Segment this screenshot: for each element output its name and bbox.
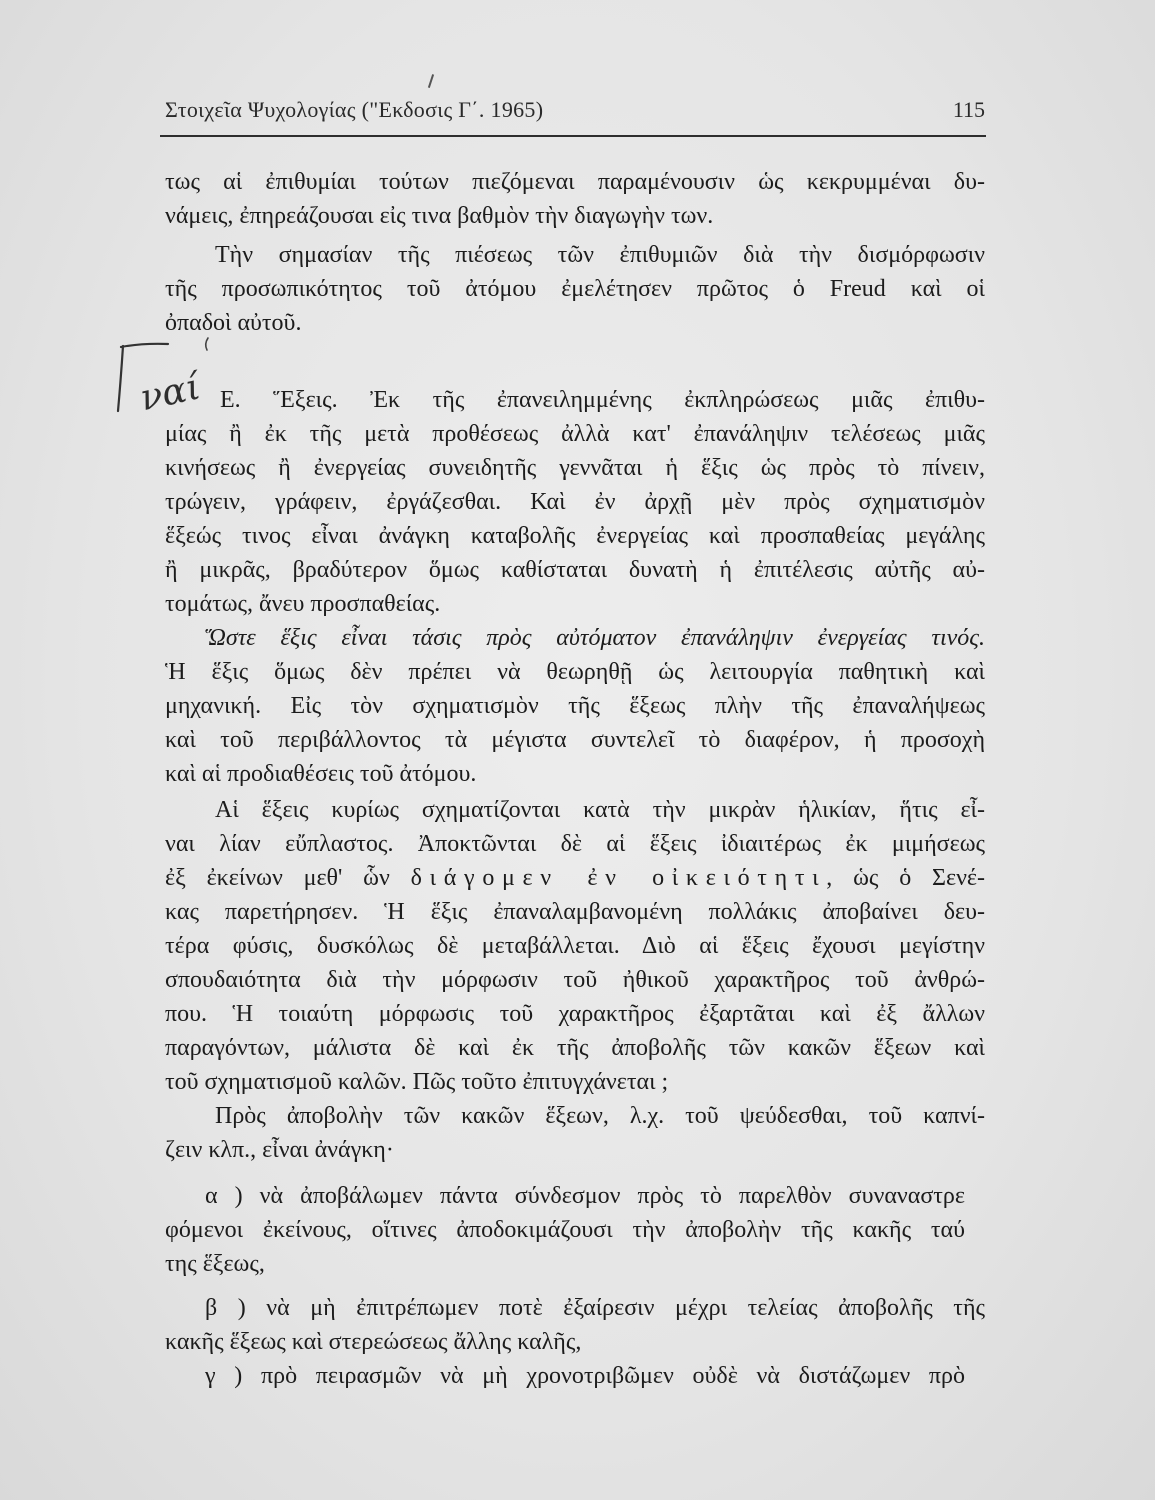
- running-title: Στοιχεῖα Ψυχολογίας ("Εκδοσις Γ΄. 1965): [165, 97, 544, 122]
- body-line: ἢ μικρᾶς, βραδύτερον ὅμως καθίσταται δυνατὴ ἡ ἐπιτέλεσις αὐτῆς αὐ-: [165, 557, 985, 583]
- list-item-a-continued: φόμενοι ἐκείνους, οἵτινες ἀποδοκιμάζουσι τὴν ἀποβολὴν τῆς κακῆς ταύ: [165, 1217, 965, 1243]
- page-number: 115: [952, 97, 985, 122]
- list-item-a-continued: της ἕξεως,: [165, 1251, 265, 1277]
- body-line: παραγόντων, μάλιστα δὲ καὶ ἐκ τῆς ἀποβολῆς τῶν κακῶν ἕξεων καὶ: [165, 1035, 985, 1061]
- body-line: καὶ τοῦ περιβάλλοντος τὰ μέγιστα συντελεῖ τὸ διαφέρον, ἡ προσοχὴ: [165, 727, 985, 753]
- body-line: ζειν κλπ., εἶναι ἀνάγκη·: [165, 1137, 394, 1163]
- body-line: ὀπαδοὶ αὐτοῦ.: [165, 310, 302, 336]
- section-heading-line: Ε. Ἕξεις. Ἐκ τῆς ἐπανειλημμένης ἐκπληρώσεως μιᾶς ἐπιθυ-: [220, 387, 985, 413]
- list-item-b-continued: κακῆς ἕξεως καὶ στερεώσεως ἄλλης καλῆς,: [165, 1329, 582, 1355]
- body-line: τέρα φύσις, δυσκόλως δὲ μεταβάλλεται. Διὸ αἱ ἕξεις ἔχουσι μεγίστην: [165, 933, 985, 959]
- body-line: που. Ἡ τοιαύτη μόρφωσις τοῦ χαρακτῆρος ἐξαρτᾶται καὶ ἐξ ἄλλων: [165, 1001, 985, 1027]
- body-line: καὶ αἱ προδιαθέσεις τοῦ ἀτόμου.: [165, 761, 477, 787]
- body-line: τομάτως, ἄνευ προσπαθείας.: [165, 591, 441, 617]
- body-line: Ἡ ἕξις ὅμως δὲν πρέπει νὰ θεωρηθῇ ὡς λειτουργία παθητικὴ καὶ: [165, 659, 985, 685]
- stray-pen-mark: [428, 74, 434, 88]
- spaced-line-before: ἐξ ἐκείνων μεθ' ὧν: [165, 865, 411, 891]
- body-line: μηχανική. Εἰς τὸν σχηματισμὸν τῆς ἕξεως πλὴν τῆς ἐπαναλήψεως: [165, 693, 985, 719]
- spaced-emphasis: διάγομεν ἐν οἰκειότητι: [410, 865, 827, 891]
- body-line: τρώγειν, γράφειν, ἐργάζεσθαι. Καὶ ἐν ἀρχῇ μὲν πρὸς σχηματισμὸν: [165, 489, 985, 515]
- handwritten-note-text: ναί: [136, 366, 205, 420]
- body-line: τοῦ σχηματισμοῦ καλῶν. Πῶς τοῦτο ἐπιτυγχάνεται ;: [165, 1069, 669, 1095]
- body-line: κας παρετήρησεν. Ἡ ἕξις ἐπαναλαμβανομένη πολλάκις ἀποβαίνει δευ-: [165, 899, 985, 925]
- spaced-line-after: , ὡς ὁ Σενέ-: [826, 865, 985, 891]
- body-line: τως αἱ ἐπιθυμίαι τούτων πιεζόμεναι παραμένουσιν ὡς κεκρυμμέναι δυ-: [165, 169, 985, 195]
- paragraph-first-line: Τὴν σημασίαν τῆς πιέσεως τῶν ἐπιθυμιῶν διὰ τὴν δισμόρφωσιν: [215, 242, 985, 268]
- body-line: σπουδαιότητα διὰ τὴν μόρφωσιν τοῦ ἠθικοῦ χαρακτῆρος τοῦ ἀνθρώ-: [165, 967, 985, 993]
- paragraph-first-line: Αἱ ἕξεις κυρίως σχηματίζονται κατὰ τὴν μικρὰν ἡλικίαν, ἥτις εἶ-: [215, 797, 985, 823]
- body-line: νάμεις, ἐπηρεάζουσαι εἰς τινα βαθμὸν τὴν διαγωγὴν των.: [165, 203, 714, 229]
- paragraph-first-line: Πρὸς ἀποβολὴν τῶν κακῶν ἕξεων, λ.χ. τοῦ ψεύδεσθαι, τοῦ καπνί-: [215, 1103, 985, 1129]
- body-line: μίας ἢ ἐκ τῆς μετὰ προθέσεως ἀλλὰ κατ' ἐπανάληψιν τελέσεως μιᾶς: [165, 421, 985, 447]
- italic-definition-line: Ὥστε ἕξις εἶναι τάσις πρὸς αὐτόματον ἐπανάληψιν ἐνεργείας τινός.: [205, 625, 985, 651]
- body-line: τῆς προσωπικότητος τοῦ ἀτόμου ἐμελέτησεν πρῶτος ὁ Freud καὶ οἱ: [165, 276, 985, 302]
- header-rule: [160, 135, 986, 137]
- spaced-emphasis-line: [165, 861, 985, 895]
- body-line: ἕξεώς τινος εἶναι ἀνάγκη καταβολῆς ἐνεργείας καὶ προσπαθείας μεγάλης: [165, 523, 985, 549]
- body-text: [165, 165, 985, 1393]
- list-item-a: α ) νὰ ἀποβάλωμεν πάντα σύνδεσμον πρὸς τὸ παρελθὸν συναναστρε: [205, 1183, 965, 1209]
- page-header: [165, 94, 985, 126]
- body-line: ναι λίαν εὔπλαστος. Ἀποκτῶνται δὲ αἱ ἕξεις ἰδιαιτέρως ἐκ μιμήσεως: [165, 831, 985, 857]
- list-item-c: γ ) πρὸ πειρασμῶν νὰ μὴ χρονοτριβῶμεν οὐδὲ νὰ διστάζωμεν πρὸ: [205, 1363, 965, 1389]
- list-item-b: β ) νὰ μὴ ἐπιτρέπωμεν ποτὲ ἐξαίρεσιν μέχρι τελείας ἀποβολῆς τῆς: [205, 1295, 985, 1321]
- body-line: κινήσεως ἢ ἐνεργείας συνειδητῆς γεννᾶται ἡ ἕξις ὡς πρὸς τὸ πίνειν,: [165, 455, 985, 481]
